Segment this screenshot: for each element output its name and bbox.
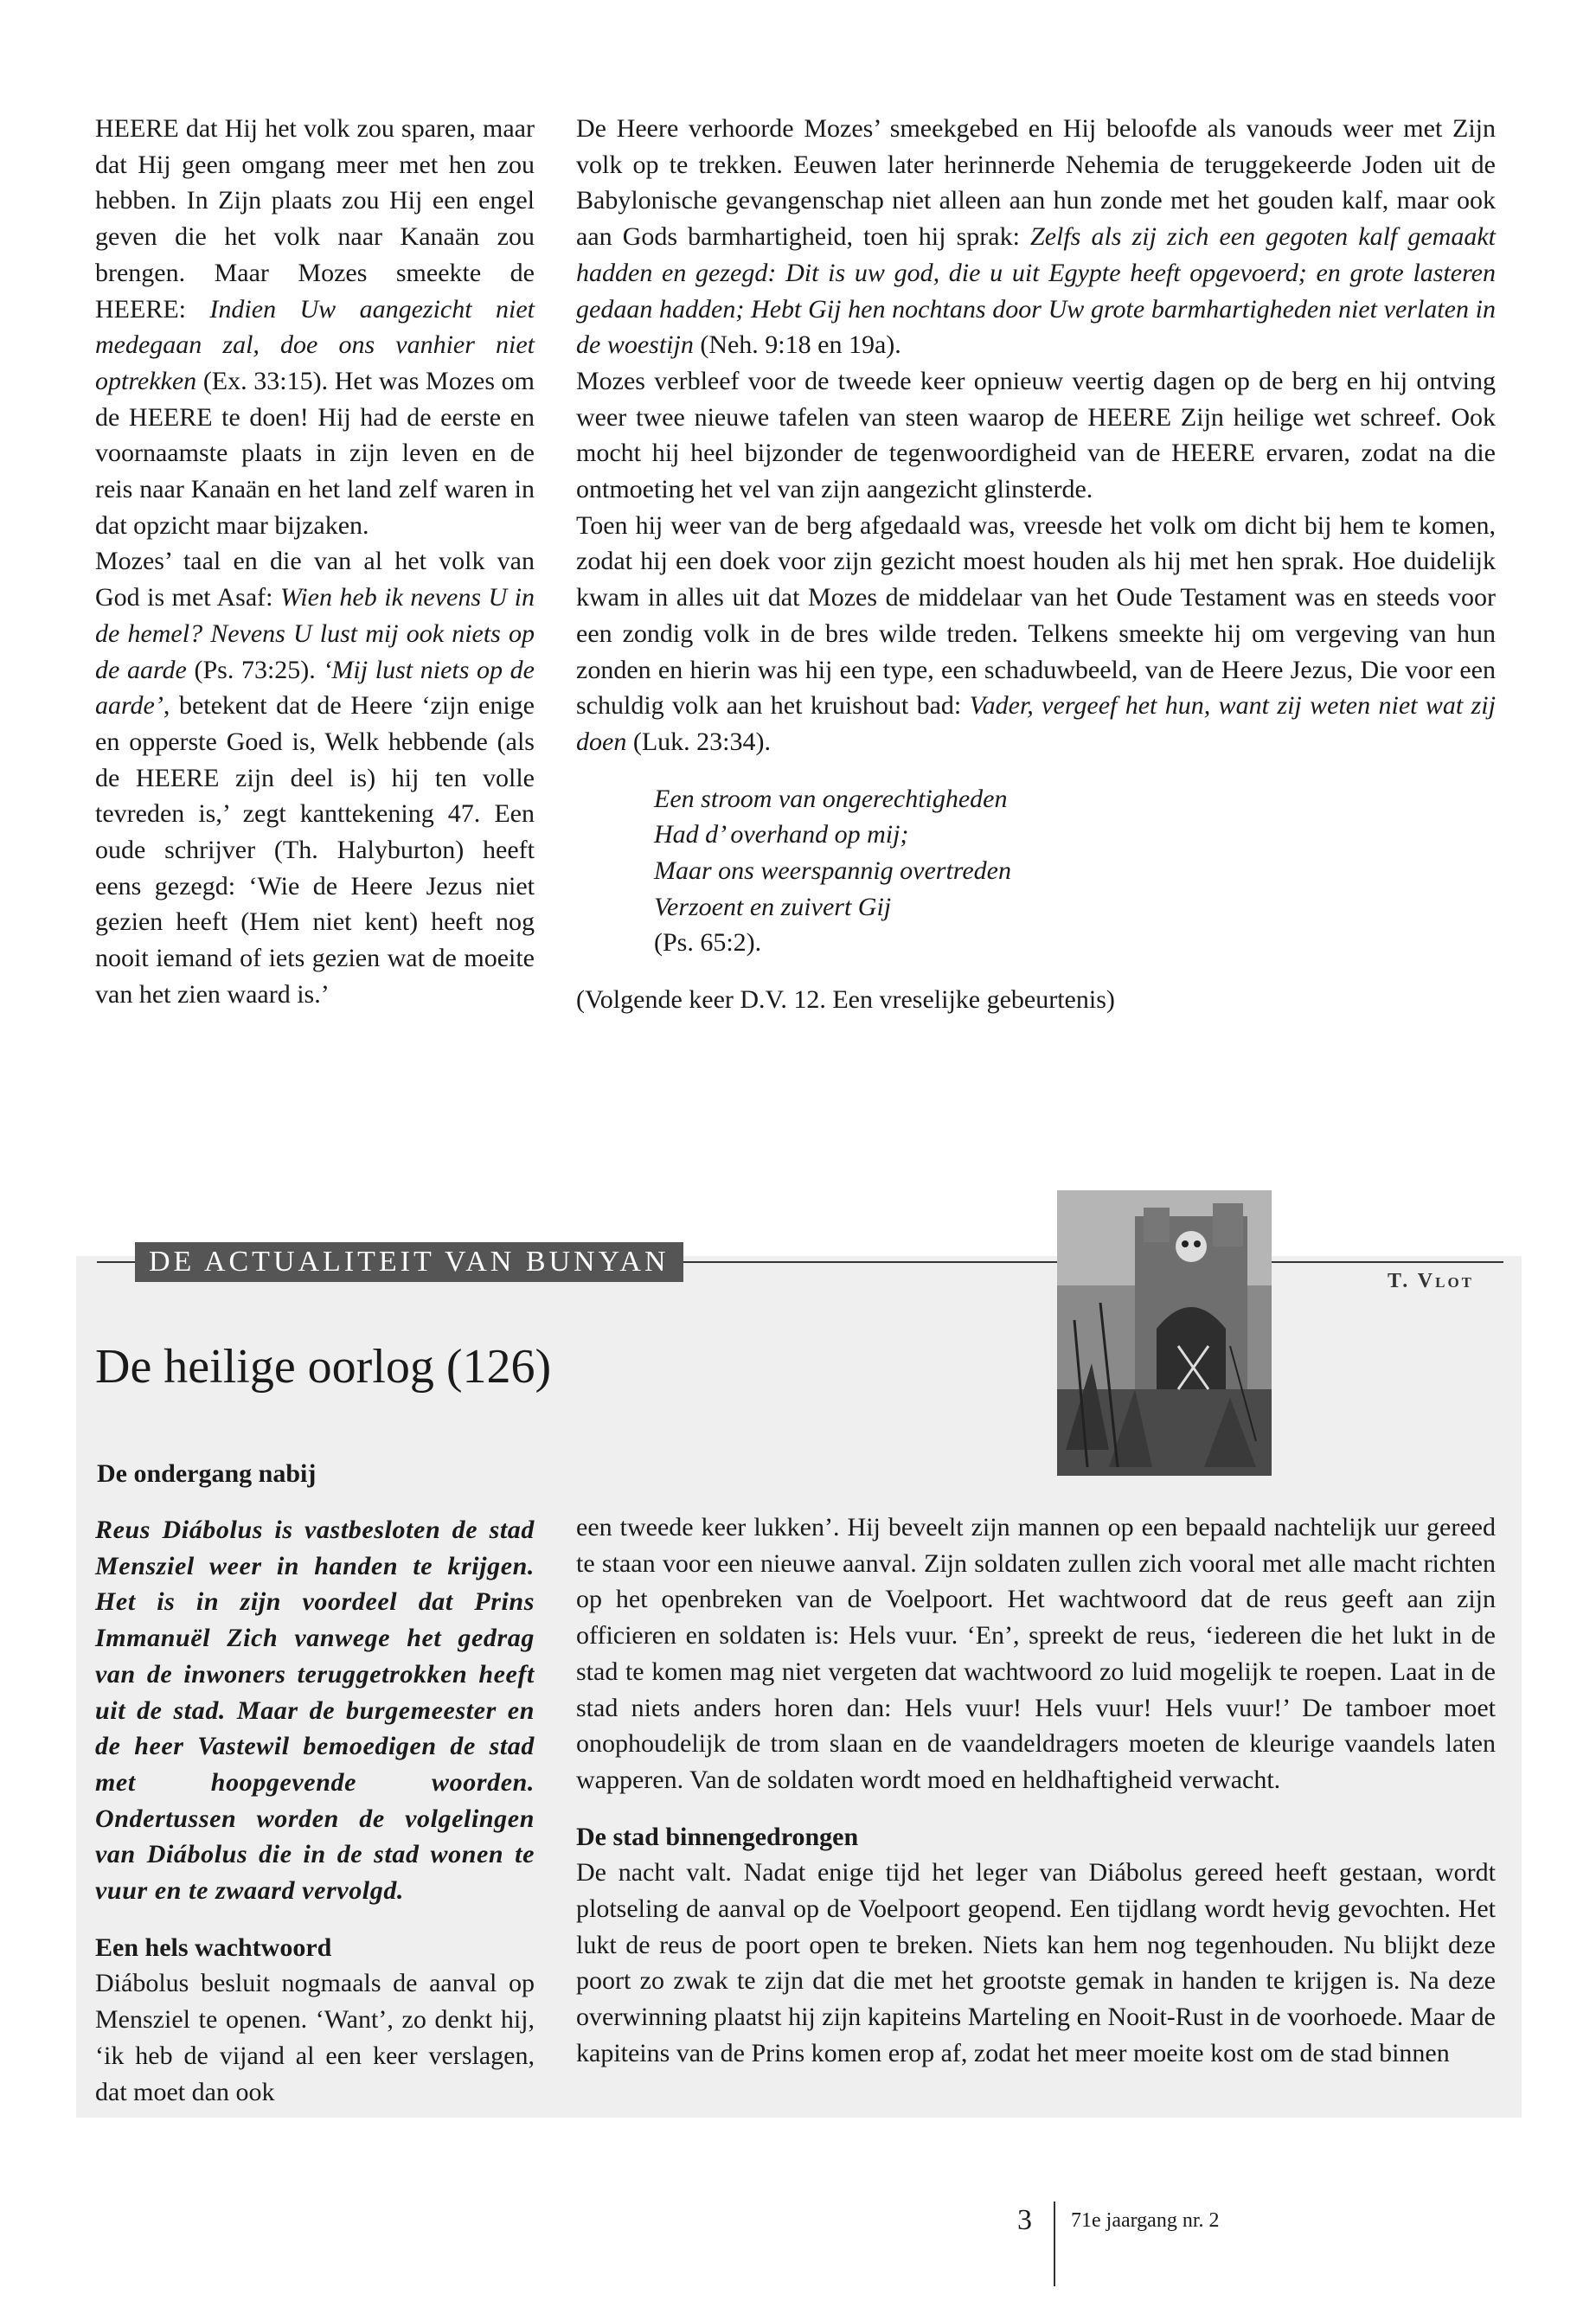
text-run: (Neh. 9:18 en 19a). xyxy=(693,330,901,360)
body-paragraph xyxy=(95,111,535,543)
section-label: DE ACTUALITEIT VAN BUNYAN xyxy=(135,1242,683,1282)
next-installment-note: (Volgende keer D.V. 12. Een vreselijke gebeurtenis) xyxy=(576,985,1115,1015)
text-run: (Ex. 33:15). Het was Mozes om de HEERE te doen! Hij had de eerste en voornaamste plaats in zijn leven en de reis naar Kanaän en het land zelf waren in dat opzicht maar bijzaken. xyxy=(95,366,535,540)
bottom-left-column xyxy=(95,1512,535,2110)
article-title: De heilige oorlog (126) xyxy=(95,1340,552,1394)
body-paragraph xyxy=(95,543,535,1012)
author-name: T. Vlot xyxy=(1388,1270,1475,1292)
text-run: (Ps. 73:25). xyxy=(186,655,324,684)
text-run: , betekent dat de Heere ‘zijn enige en opperste Goed is, Welk hebbende (als de HEERE zijn deel is) hij ten volle tevreden is,’ zegt kanttekening 47. Een oude schrijver (Th. Halyburton) heeft eens gezegd: ‘Wie de Heere Jezus niet gezien heeft (Hem niet kent) heeft nog nooit iemand of iets gezien wat de moeite van het zien waard is.’ xyxy=(95,691,535,1009)
footer-divider xyxy=(1054,2202,1055,2286)
quote-text: Zelfs als zij zich een gegoten kalf gemaakt hadden en gezegd: Dit is uw god, die u uit Egypte heeft opgevoerd; en grote lasteren gedaan hadden; Hebt Gij hen nochtans door Uw grote barmhartigheden niet verlaten in de woestijn xyxy=(576,222,1496,360)
bottom-right-column xyxy=(576,1509,1496,2072)
quote-text: Indien Uw aangezicht niet medegaan zal, doe ons vanhier niet optrekken xyxy=(95,294,535,395)
body-paragraph: een tweede keer lukken’. Hij beveelt zijn mannen op een bepaald nachtelijk uur gereed te staan voor een nieuwe aanval. Zijn soldaten zullen zich vooral met alle macht richten op het openbreken van de Voelpoort. Het wachtwoord dat de reus geeft aan zijn officieren en soldaten is: Hels vuur. ‘En’, spreekt de reus, ‘iedereen die het lukt in de stad te komen mag niet vergeten dat wachtwoord zo luid mogelijk te roepen. Laat in de stad niets anders horen dan: Hels vuur! Hels vuur! Hels vuur!’ De tamboer moet onophoudelijk de trom slaan en de vaandeldragers moeten de kleurige vaandels laten wapperen. Van de soldaten wordt moed en heldhaftigheid verwacht. xyxy=(576,1513,1496,1794)
text-run: HEERE dat Hij het volk zou sparen, maar dat Hij geen omgang meer met hen zou hebben. In Zijn plaats zou Hij een engel geven die het volk naar Kanaän zou brengen. Maar Mozes smeekte de HEERE: xyxy=(95,114,535,324)
text-run: Toen hij weer van de berg afgedaald was, vreesde het volk om dicht bij hem te komen, zodat hij een doek voor zijn gezicht moest houden als hij met hen sprak. Hoe duidelijk kwam in alles uit dat Mozes de middelaar van het Oude Testament was en steeds voor een zondig volk in de bres wilde treden. Telkens smeekte hij om vergeving van hun zonden en hierin was hij een type, een schaduwbeeld, van de Heere Jezus, Die voor een schuldig volk aan het kruishout bad: xyxy=(576,510,1496,721)
quote-text: Vader, vergeef het hun, want zij weten niet wat zij doen xyxy=(576,691,1496,756)
subheading-main: De ondergang nabij xyxy=(97,1459,317,1488)
body-paragraph: De nacht valt. Nadat enige tijd het leger van Diábolus gereed heeft gestaan, wordt plotseling de aanval op de Voelpoort geopend. Een tijdlang wordt hevig gevochten. Het lukt de reus de poort open te breken. Niets kan hem nog tegenhouden. Nu blijkt deze poort zo zwak te zijn dat die met het grootste gemak in handen te krijgen is. Na deze overwinning plaatst hij zijn kapiteins Marteling en Nooit-Rust in de voorhoede. Maar de kapiteins van de Prins komen erop af, zodat het meer moeite kost om de stad binnen xyxy=(576,1858,1496,2067)
psalm-quote xyxy=(654,781,1496,962)
top-right-column xyxy=(576,111,1496,1018)
poem-line: Een stroom van ongerechtigheden xyxy=(654,784,1008,813)
siege-illustration xyxy=(1057,1190,1272,1476)
subheading-hels-wachtwoord: Een hels wachtwoord xyxy=(95,1932,332,1962)
subheading-stad-binnengedrongen: De stad binnengedrongen xyxy=(576,1822,859,1851)
text-run: De Heere verhoorde Mozes’ smeekgebed en Hij beloofde als vanouds weer met Zijn volk op te trekken. Eeuwen later herinnerde Nehemia de teruggekeerde Joden uit de Babylonische gevangenschap niet alleen aan hun zonde met het gouden kalf, maar ook aan Gods barmhartigheid, toen hij sprak: xyxy=(576,114,1496,252)
quote-text: ‘Mij lust niets op de aarde’ xyxy=(95,655,535,721)
poem-line: Had d’ overhand op mij; xyxy=(654,820,909,849)
body-paragraph xyxy=(576,508,1496,760)
quote-text: Wien heb ik nevens U in de hemel? Nevens U lust mij ook niets op de aarde xyxy=(95,583,535,684)
top-left-column xyxy=(95,111,535,1013)
poem-line: Maar ons weerspannig overtreden xyxy=(654,856,1011,886)
issue-label: 71e jaargang nr. 2 xyxy=(1071,2209,1220,2232)
intro-paragraph: Reus Diábolus is vastbesloten de stad Mensziel weer in handen te krijgen. Het is in zijn voordeel dat Prins Immanuël Zich vanwege het gedrag van de inwoners teruggetrokken heeft uit de stad. Maar de burgemeester en de heer Vastewil bemoedigen de stad met hoopgevende woorden. Ondertussen worden de volgelingen van Diábolus die in de stad wonen te vuur en te zwaard vervolgd. xyxy=(95,1516,535,1906)
text-run: Mozes verbleef voor de tweede keer opnieuw veertig dagen op de berg en hij ontving weer twee nieuwe tafelen van steen waarop de HEERE Zijn heilige wet schreef. Ook mocht hij heel bijzonder de tegenwoordigheid van de HEERE ervaren, zodat na die ontmoeting het vel van zijn aangezicht glinsterde. xyxy=(576,366,1496,504)
top-right-paragraphs xyxy=(576,111,1496,760)
body-paragraph xyxy=(576,363,1496,508)
body-paragraph: Diábolus besluit nogmaals de aanval op Mensziel te openen. ‘Want’, zo denkt hij, ‘ik heb de vijand al een keer verslagen, dat moet dan ook xyxy=(95,1969,535,2106)
text-run: Mozes’ taal en die van al het volk van God is met Asaf: xyxy=(95,547,535,612)
poem-line: Verzoent en zuivert Gij xyxy=(654,892,892,921)
body-paragraph xyxy=(576,111,1496,363)
text-run: (Luk. 23:34). xyxy=(626,727,771,756)
poem-reference: (Ps. 65:2). xyxy=(654,928,762,958)
page-number: 3 xyxy=(1017,2204,1032,2236)
